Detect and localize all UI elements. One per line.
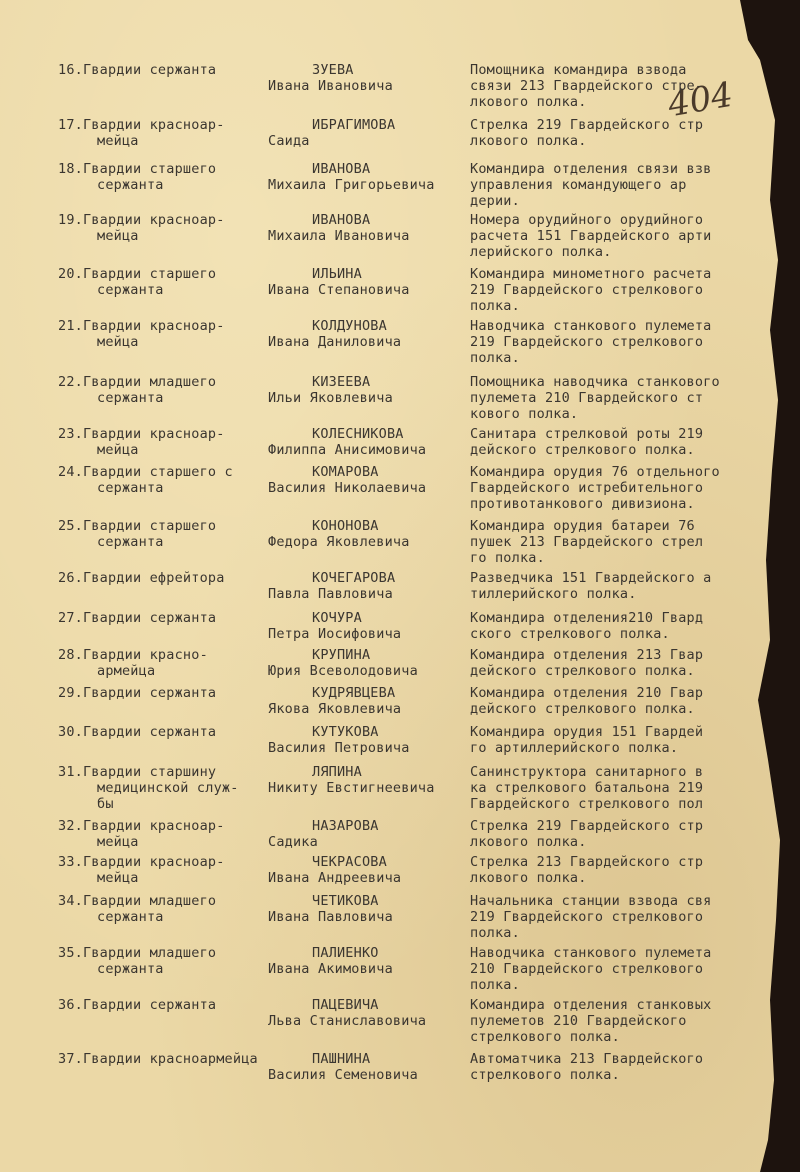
rank-line: 29.Гвардии сержанта bbox=[58, 685, 217, 701]
rank-line: бы bbox=[97, 796, 114, 812]
rank-line: 22.Гвардии младшего bbox=[58, 374, 217, 390]
position-line: дейского стрелкового полка. bbox=[470, 442, 695, 458]
rank-line: сержанта bbox=[97, 534, 164, 550]
given-names: Ильи Яковлевича bbox=[268, 390, 393, 406]
position-line: ка стрелкового батальона 219 bbox=[470, 780, 704, 796]
position-line: полка. bbox=[470, 298, 520, 314]
position-line: Командира орудия батареи 76 bbox=[470, 518, 695, 534]
rank-line: 35.Гвардии младшего bbox=[58, 945, 217, 961]
surname: ИВАНОВА bbox=[312, 161, 371, 177]
given-names: Михаила Ивановича bbox=[268, 228, 410, 244]
position-line: Номера орудийного орудийного bbox=[470, 212, 704, 228]
rank-line: 24.Гвардии старшего с bbox=[58, 464, 233, 480]
rank-line: 32.Гвардии красноар- bbox=[58, 818, 225, 834]
position-line: Санинструктора санитарного в bbox=[470, 764, 704, 780]
surname: КУДРЯВЦЕВА bbox=[312, 685, 396, 701]
surname: КОЧЕГАРОВА bbox=[312, 570, 396, 586]
surname: ПАЦЕВИЧА bbox=[312, 997, 379, 1013]
position-line: управления командующего ар bbox=[470, 177, 687, 193]
position-line: пушек 213 Гвардейского стрел bbox=[470, 534, 704, 550]
position-line: 210 Гвардейского стрелкового bbox=[470, 961, 704, 977]
rank-line: сержанта bbox=[97, 909, 164, 925]
surname: КУТУКОВА bbox=[312, 724, 379, 740]
given-names: Михаила Григорьевича bbox=[268, 177, 435, 193]
surname: ЗУЕВА bbox=[312, 62, 354, 78]
position-line: полка. bbox=[470, 977, 520, 993]
position-line: полка. bbox=[470, 925, 520, 941]
given-names: Василия Семеновича bbox=[268, 1067, 418, 1083]
rank-line: 27.Гвардии сержанта bbox=[58, 610, 217, 626]
position-line: ского стрелкового полка. bbox=[470, 626, 670, 642]
position-line: Стрелка 219 Гвардейского стр bbox=[470, 117, 704, 133]
given-names: Ивана Даниловича bbox=[268, 334, 402, 350]
position-line: дейского стрелкового полка. bbox=[470, 701, 695, 717]
handwritten-page-number: 404 bbox=[665, 74, 736, 126]
rank-line: 34.Гвардии младшего bbox=[58, 893, 217, 909]
rank-line: сержанта bbox=[97, 480, 164, 496]
position-line: стрелкового полка. bbox=[470, 1029, 620, 1045]
position-line: кового полка. bbox=[470, 406, 579, 422]
position-line: связи 213 Гвардейского стре- bbox=[470, 78, 704, 94]
rank-line: медицинской служ- bbox=[97, 780, 239, 796]
rank-line: 36.Гвардии сержанта bbox=[58, 997, 217, 1013]
given-names: Саида bbox=[268, 133, 310, 149]
position-line: Помощника командира взвода bbox=[470, 62, 687, 78]
rank-line: армейца bbox=[97, 663, 156, 679]
position-line: Наводчика станкового пулемета bbox=[470, 945, 712, 961]
given-names: Ивана Павловича bbox=[268, 909, 393, 925]
position-line: Разведчика 151 Гвардейского а bbox=[470, 570, 712, 586]
rank-line: 17.Гвардии красноар- bbox=[58, 117, 225, 133]
position-line: го артиллерийского полка. bbox=[470, 740, 679, 756]
position-line: Стрелка 213 Гвардейского стр bbox=[470, 854, 704, 870]
surname: ПАЛИЕНКО bbox=[312, 945, 379, 961]
position-line: 219 Гвардейского стрелкового bbox=[470, 282, 704, 298]
rank-line: сержанта bbox=[97, 390, 164, 406]
position-line: дерии. bbox=[470, 193, 520, 209]
given-names: Ивана Андреевича bbox=[268, 870, 402, 886]
surname: ЧЕКРАСОВА bbox=[312, 854, 387, 870]
surname: ИВАНОВА bbox=[312, 212, 371, 228]
surname: КОНОНОВА bbox=[312, 518, 379, 534]
surname: КОЧУРА bbox=[312, 610, 362, 626]
given-names: Василия Николаевича bbox=[268, 480, 427, 496]
rank-line: мейца bbox=[97, 133, 139, 149]
surname: КОМАРОВА bbox=[312, 464, 379, 480]
position-line: Санитара стрелковой роты 219 bbox=[470, 426, 704, 442]
rank-line: 28.Гвардии красно- bbox=[58, 647, 208, 663]
position-line: Наводчика станкового пулемета bbox=[470, 318, 712, 334]
position-line: Стрелка 219 Гвардейского стр bbox=[470, 818, 704, 834]
surname: КИЗЕЕВА bbox=[312, 374, 371, 390]
given-names: Садика bbox=[268, 834, 318, 850]
position-line: противотанкового дивизиона. bbox=[470, 496, 695, 512]
surname: КРУПИНА bbox=[312, 647, 371, 663]
position-line: лкового полка. bbox=[470, 870, 587, 886]
rank-line: 20.Гвардии старшего bbox=[58, 266, 217, 282]
rank-line: мейца bbox=[97, 228, 139, 244]
given-names: Филиппа Анисимовича bbox=[268, 442, 427, 458]
rank-line: 26.Гвардии ефрейтора bbox=[58, 570, 225, 586]
position-line: Командира орудия 151 Гвардей bbox=[470, 724, 704, 740]
surname: ПАШНИНА bbox=[312, 1051, 371, 1067]
position-line: лкового полка. bbox=[470, 133, 587, 149]
position-line: расчета 151 Гвардейского арти bbox=[470, 228, 712, 244]
position-line: лкового полка. bbox=[470, 834, 587, 850]
position-line: Командира отделения 213 Гвар bbox=[470, 647, 704, 663]
position-line: 219 Гвардейского стрелкового bbox=[470, 334, 704, 350]
rank-line: мейца bbox=[97, 442, 139, 458]
rank-line: сержанта bbox=[97, 282, 164, 298]
given-names: Льва Станиславовича bbox=[268, 1013, 427, 1029]
surname: КОЛЕСНИКОВА bbox=[312, 426, 404, 442]
position-line: Командира минометного расчета bbox=[470, 266, 712, 282]
position-line: лкового полка. bbox=[470, 94, 587, 110]
rank-line: 16.Гвардии сержанта bbox=[58, 62, 217, 78]
given-names: Федора Яковлевича bbox=[268, 534, 410, 550]
given-names: Василия Петровича bbox=[268, 740, 410, 756]
surname: КОЛДУНОВА bbox=[312, 318, 387, 334]
given-names: Ивана Ивановича bbox=[268, 78, 393, 94]
position-line: стрелкового полка. bbox=[470, 1067, 620, 1083]
position-line: тиллерийского полка. bbox=[470, 586, 637, 602]
position-line: Гвардейского истребительного bbox=[470, 480, 704, 496]
position-line: Командира отделения станковых bbox=[470, 997, 712, 1013]
position-line: Командира отделения210 Гвард bbox=[470, 610, 704, 626]
position-line: дейского стрелкового полка. bbox=[470, 663, 695, 679]
rank-line: 33.Гвардии красноар- bbox=[58, 854, 225, 870]
surname: НАЗАРОВА bbox=[312, 818, 379, 834]
rank-line: 18.Гвардии старшего bbox=[58, 161, 217, 177]
surname: ИЛЬИНА bbox=[312, 266, 362, 282]
given-names: Якова Яковлевича bbox=[268, 701, 402, 717]
position-line: Помощника наводчика станкового bbox=[470, 374, 720, 390]
position-line: пулеметов 210 Гвардейского bbox=[470, 1013, 687, 1029]
rank-line: 30.Гвардии сержанта bbox=[58, 724, 217, 740]
rank-line: 23.Гвардии красноар- bbox=[58, 426, 225, 442]
given-names: Юрия Всеволодовича bbox=[268, 663, 418, 679]
surname: ИБРАГИМОВА bbox=[312, 117, 396, 133]
rank-line: сержанта bbox=[97, 177, 164, 193]
position-line: лерийского полка. bbox=[470, 244, 612, 260]
position-line: го полка. bbox=[470, 550, 545, 566]
rank-line: сержанта bbox=[97, 961, 164, 977]
given-names: Никиту Евстигнеевича bbox=[268, 780, 435, 796]
surname: ЧЕТИКОВА bbox=[312, 893, 379, 909]
rank-line: мейца bbox=[97, 334, 139, 350]
position-line: Начальника станции взвода свя bbox=[470, 893, 712, 909]
position-line: 219 Гвардейского стрелкового bbox=[470, 909, 704, 925]
given-names: Ивана Степановича bbox=[268, 282, 410, 298]
surname: ЛЯПИНА bbox=[312, 764, 362, 780]
rank-line: мейца bbox=[97, 834, 139, 850]
given-names: Ивана Акимовича bbox=[268, 961, 393, 977]
given-names: Петра Иосифовича bbox=[268, 626, 402, 642]
rank-line: 19.Гвардии красноар- bbox=[58, 212, 225, 228]
position-line: Командира отделения связи взв bbox=[470, 161, 712, 177]
position-line: Гвардейского стрелкового пол bbox=[470, 796, 704, 812]
position-line: пулемета 210 Гвардейского ст bbox=[470, 390, 704, 406]
position-line: Автоматчика 213 Гвардейского bbox=[470, 1051, 704, 1067]
position-line: полка. bbox=[470, 350, 520, 366]
rank-line: 25.Гвардии старшего bbox=[58, 518, 217, 534]
rank-line: 31.Гвардии старшину bbox=[58, 764, 217, 780]
position-line: Командира отделения 210 Гвар bbox=[470, 685, 704, 701]
position-line: Командира орудия 76 отдельного bbox=[470, 464, 720, 480]
given-names: Павла Павловича bbox=[268, 586, 393, 602]
rank-line: 37.Гвардии красноармейца bbox=[58, 1051, 258, 1067]
rank-line: 21.Гвардии красноар- bbox=[58, 318, 225, 334]
rank-line: мейца bbox=[97, 870, 139, 886]
